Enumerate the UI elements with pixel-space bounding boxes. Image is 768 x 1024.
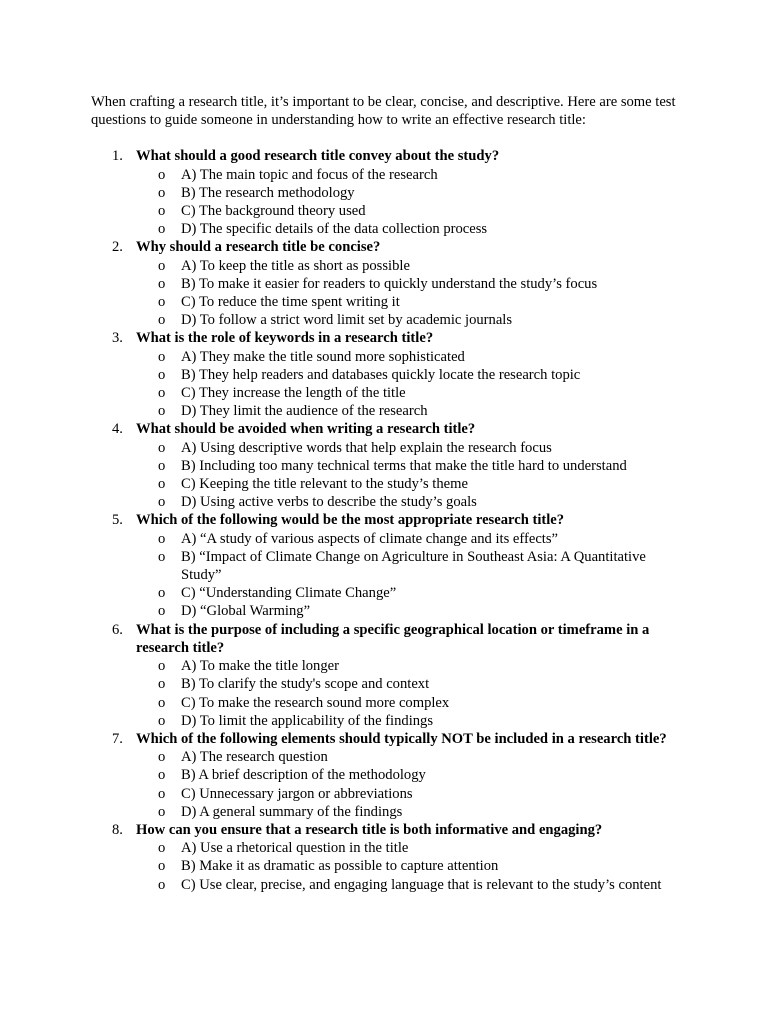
question-item: [91, 621, 681, 730]
option-text: B) To clarify the study's scope and context: [181, 676, 430, 693]
option-item: [136, 220, 681, 238]
option-item: [136, 493, 681, 511]
option-list: [136, 657, 681, 730]
option-item: [136, 366, 681, 384]
circle-bullet-icon: o: [158, 767, 166, 784]
question-list: [91, 147, 681, 893]
circle-bullet-icon: o: [158, 603, 166, 620]
circle-bullet-icon: o: [158, 257, 166, 274]
option-item: [136, 748, 681, 766]
option-item: [136, 530, 681, 548]
question-number: 7.: [112, 730, 123, 747]
question-item: [91, 329, 681, 420]
circle-bullet-icon: o: [158, 439, 166, 456]
option-text: A) “A study of various aspects of climate change and its effects”: [181, 530, 559, 547]
option-item: [136, 584, 681, 602]
question-text: Which of the following would be the most appropriate research title?: [136, 512, 565, 529]
circle-bullet-icon: o: [158, 275, 166, 292]
option-list: [136, 530, 681, 621]
option-item: [136, 675, 681, 693]
circle-bullet-icon: o: [158, 585, 166, 602]
question-text: Why should a research title be concise?: [136, 239, 381, 256]
option-text: C) “Understanding Climate Change”: [181, 585, 397, 602]
question-text: What should be avoided when writing a research title?: [136, 421, 476, 438]
option-item: [136, 348, 681, 366]
option-text: C) To reduce the time spent writing it: [181, 294, 400, 311]
circle-bullet-icon: o: [158, 166, 166, 183]
option-text: B) A brief description of the methodology: [181, 767, 426, 784]
option-text: A) Using descriptive words that help explain the research focus: [181, 439, 552, 456]
circle-bullet-icon: o: [158, 676, 166, 693]
option-text: D) To follow a strict word limit set by academic journals: [181, 312, 513, 329]
circle-bullet-icon: o: [158, 457, 166, 474]
circle-bullet-icon: o: [158, 312, 166, 329]
question-text: Which of the following elements should typically NOT be included in a research title?: [136, 730, 667, 747]
circle-bullet-icon: o: [158, 858, 166, 875]
option-text: D) They limit the audience of the research: [181, 403, 428, 420]
circle-bullet-icon: o: [158, 785, 166, 802]
question-number: 5.: [112, 512, 123, 529]
circle-bullet-icon: o: [158, 749, 166, 766]
question-item: [91, 821, 681, 894]
option-text: C) Keeping the title relevant to the study’s theme: [181, 476, 468, 493]
option-text: B) The research methodology: [181, 184, 355, 201]
question-number: 2.: [112, 239, 123, 256]
option-item: [136, 457, 681, 475]
option-text: A) They make the title sound more sophisticated: [181, 348, 465, 365]
option-text: B) Make it as dramatic as possible to capture attention: [181, 858, 499, 875]
option-item: [136, 876, 681, 894]
option-text: D) To limit the applicability of the findings: [181, 712, 434, 729]
question-number: 3.: [112, 330, 123, 347]
question-number: 6.: [112, 621, 123, 638]
circle-bullet-icon: o: [158, 694, 166, 711]
question-number: 1.: [112, 148, 123, 165]
circle-bullet-icon: o: [158, 658, 166, 675]
circle-bullet-icon: o: [158, 548, 166, 565]
option-list: [136, 257, 681, 330]
option-item: [136, 275, 681, 293]
circle-bullet-icon: o: [158, 184, 166, 201]
question-text: What should a good research title convey about the study?: [136, 148, 500, 165]
circle-bullet-icon: o: [158, 803, 166, 820]
question-item: [91, 147, 681, 238]
option-text: C) Use clear, precise, and engaging language that is relevant to the study’s content: [181, 876, 662, 893]
option-text: C) The background theory used: [181, 203, 366, 220]
option-list: [136, 348, 681, 421]
option-item: [136, 803, 681, 821]
option-list: [136, 439, 681, 512]
option-list: [136, 839, 681, 894]
option-item: [136, 785, 681, 803]
option-item: [136, 202, 681, 220]
circle-bullet-icon: o: [158, 476, 166, 493]
circle-bullet-icon: o: [158, 348, 166, 365]
option-item: [136, 257, 681, 275]
option-item: [136, 293, 681, 311]
circle-bullet-icon: o: [158, 203, 166, 220]
option-text: D) A general summary of the findings: [181, 803, 403, 820]
option-item: [136, 766, 681, 784]
circle-bullet-icon: o: [158, 366, 166, 383]
document-page: [91, 93, 681, 894]
option-item: [136, 839, 681, 857]
option-item: [136, 439, 681, 457]
option-item: [136, 384, 681, 402]
question-item: [91, 511, 681, 620]
option-list: [136, 166, 681, 239]
option-item: [136, 311, 681, 329]
question-item: [91, 238, 681, 329]
circle-bullet-icon: o: [158, 221, 166, 238]
option-item: [136, 548, 681, 584]
option-item: [136, 712, 681, 730]
circle-bullet-icon: o: [158, 403, 166, 420]
option-text: C) To make the research sound more complex: [181, 694, 450, 711]
question-text: What is the purpose of including a specific geographical location or timeframe in a research title?: [136, 621, 650, 656]
option-text: A) The research question: [181, 749, 328, 766]
option-text: A) To make the title longer: [181, 658, 339, 675]
option-item: [136, 602, 681, 620]
option-text: A) Use a rhetorical question in the title: [181, 840, 409, 857]
option-text: B) “Impact of Climate Change on Agriculture in Southeast Asia: A Quantitative Study”: [181, 548, 646, 584]
circle-bullet-icon: o: [158, 876, 166, 893]
option-text: D) “Global Warming”: [181, 603, 311, 620]
option-item: [136, 857, 681, 875]
option-text: D) Using active verbs to describe the study’s goals: [181, 494, 477, 511]
option-item: [136, 184, 681, 202]
option-item: [136, 475, 681, 493]
option-text: C) They increase the length of the title: [181, 385, 406, 402]
question-number: 8.: [112, 821, 123, 838]
circle-bullet-icon: o: [158, 294, 166, 311]
option-text: B) They help readers and databases quickly locate the research topic: [181, 366, 581, 383]
option-text: A) The main topic and focus of the research: [181, 166, 438, 183]
intro-paragraph: When crafting a research title, it’s important to be clear, concise, and descriptive. Here are some test questions to guide someone in understanding how to write an effective research title:: [91, 94, 676, 129]
question-number: 4.: [112, 421, 123, 438]
circle-bullet-icon: o: [158, 494, 166, 511]
option-item: [136, 657, 681, 675]
question-text: What is the role of keywords in a research title?: [136, 330, 434, 347]
option-text: A) To keep the title as short as possible: [181, 257, 410, 274]
option-list: [136, 748, 681, 821]
option-text: B) To make it easier for readers to quickly understand the study’s focus: [181, 275, 598, 292]
question-text: How can you ensure that a research title is both informative and engaging?: [136, 821, 603, 838]
option-text: C) Unnecessary jargon or abbreviations: [181, 785, 413, 802]
question-item: [91, 730, 681, 821]
option-item: [136, 166, 681, 184]
option-text: B) Including too many technical terms that make the title hard to understand: [181, 457, 627, 474]
question-item: [91, 420, 681, 511]
circle-bullet-icon: o: [158, 530, 166, 547]
option-item: [136, 694, 681, 712]
option-item: [136, 402, 681, 420]
circle-bullet-icon: o: [158, 712, 166, 729]
circle-bullet-icon: o: [158, 385, 166, 402]
option-text: D) The specific details of the data collection process: [181, 221, 488, 238]
circle-bullet-icon: o: [158, 840, 166, 857]
